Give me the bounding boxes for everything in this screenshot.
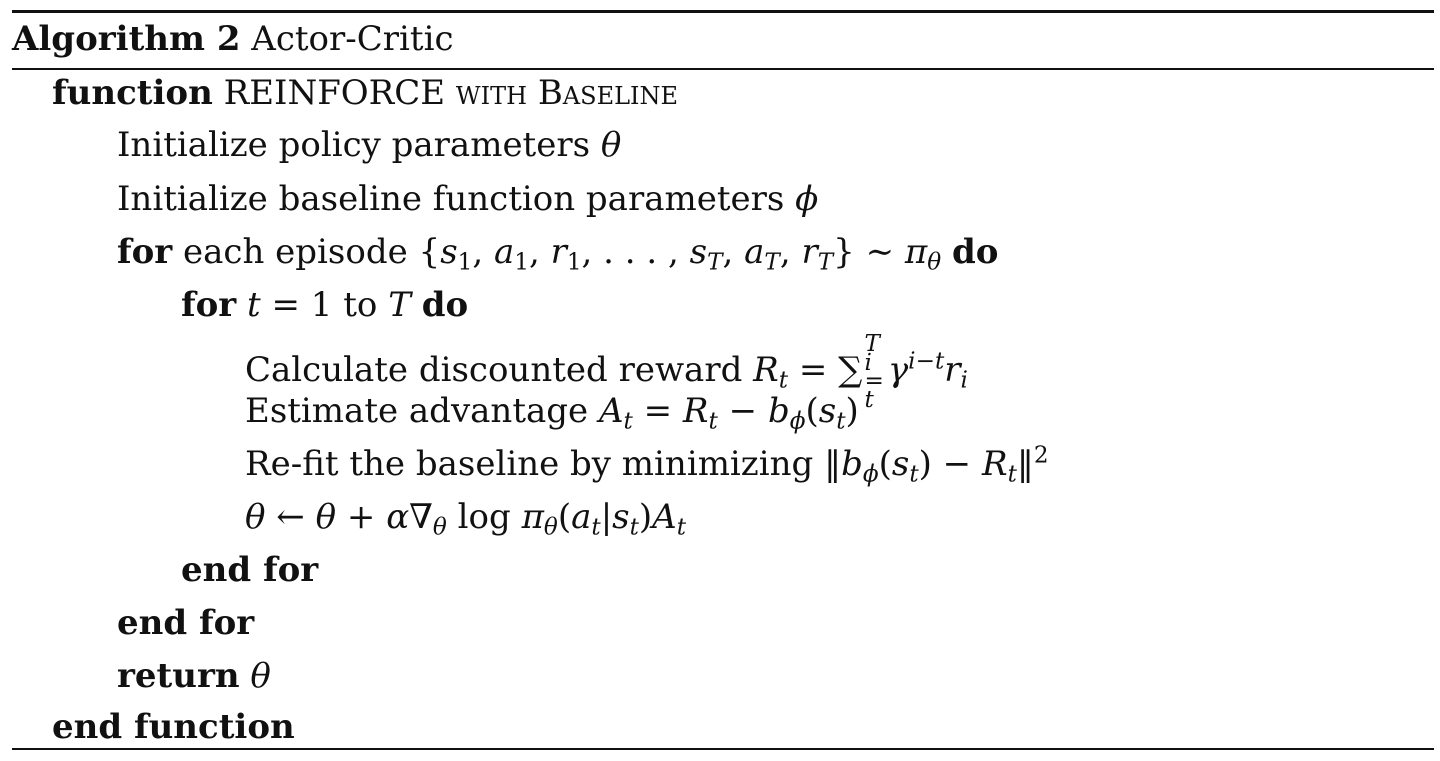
bottom-rule [12, 748, 1434, 750]
init-policy-line [117, 122, 621, 168]
function-name-main: REINFORCE [223, 73, 456, 113]
end-for-outer-keyword: end for [117, 603, 255, 643]
theta-symbol: θ [600, 125, 622, 165]
for-episode-line [117, 229, 998, 275]
update-line [245, 494, 686, 540]
for-t-do-keyword: do [421, 285, 469, 325]
end-for-inner-keyword: end for [181, 550, 319, 590]
function-header-line [52, 70, 678, 116]
estimate-adv-text: Estimate advantage [245, 391, 599, 431]
init-baseline-line [117, 176, 818, 222]
for-t-keyword: for [181, 285, 237, 325]
refit-text: Re-fit the baseline by minimizing [245, 444, 825, 484]
end-function-line [52, 704, 295, 750]
return-line [117, 653, 271, 699]
refit-formula: $‖b_\phi(s_t)$ − $R_t‖^2$ [824, 442, 1049, 488]
episode-set-math: {$s_1$, $a_1$, $r_1$, . . . , $s_T$, $a_T$, $r_T$} ∼ $\pi_\theta$ [418, 232, 942, 276]
t-variable: t [247, 285, 261, 325]
estimate-advantage-line [245, 388, 859, 434]
algorithm-name: Actor-Critic [251, 19, 454, 59]
for-t-range: = 1 to [260, 285, 389, 325]
end-function-keyword: end function [52, 707, 295, 747]
end-for-outer-line [117, 600, 254, 646]
update-formula: θ ← $\theta + \alpha\nabla_\theta$ $\log \pi_\theta(a_t|s_t)A_t$ [245, 497, 687, 541]
each-episode-text: each episode [172, 232, 419, 272]
function-name-with: with [455, 73, 528, 113]
algorithm-label: Algorithm 2 [12, 19, 241, 59]
for-t-line [181, 282, 468, 328]
advantage-formula: $A_t = R_t - b_\phi(s_t)$ [598, 391, 859, 435]
return-keyword: return [117, 656, 240, 696]
algorithm-caption [12, 18, 454, 60]
top-rule [12, 10, 1434, 13]
reward-formula: $R_t$ = ∑ T i = t $\gamma^{i-t}r_i$ [753, 331, 968, 413]
return-theta: θ [250, 656, 271, 696]
T-variable: T [388, 285, 411, 325]
function-keyword: function [52, 73, 213, 113]
refit-line [245, 441, 1049, 487]
function-name-baseline: Baseline [527, 73, 679, 113]
do-keyword: do [951, 232, 999, 272]
end-for-inner-line [181, 547, 318, 593]
init-baseline-text: Initialize baseline function parameters [117, 179, 796, 219]
for-keyword: for [117, 232, 173, 272]
calc-reward-text: Calculate discounted reward [245, 350, 754, 390]
phi-symbol: ϕ [795, 179, 819, 219]
init-policy-text: Initialize policy parameters [117, 125, 601, 165]
